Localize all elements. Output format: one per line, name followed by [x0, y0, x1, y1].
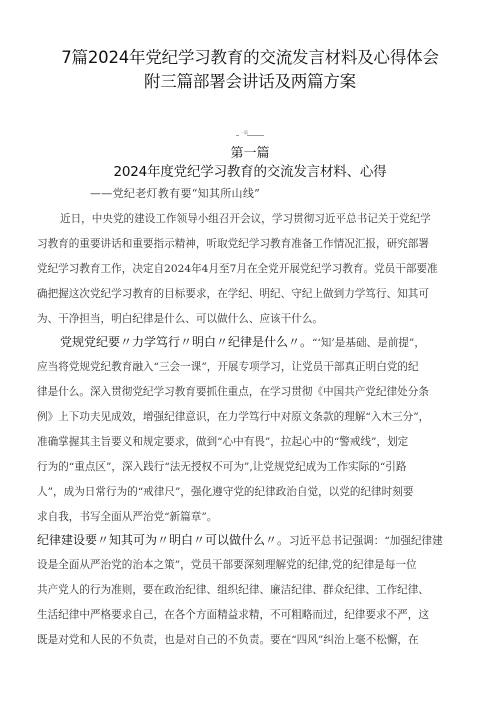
- paragraph-line: 求自我，书写全面从严治党“新篇章”。: [37, 511, 218, 523]
- document-title-line-2: 附三篇部署会讲话及两篇方案: [144, 72, 356, 91]
- paragraph-line: 设是全面从严治党的治本之策”，党员干部要深刻理解党的纪律,党的纪律是每一位: [37, 559, 417, 571]
- paragraph-line: 行为的“重点区”，深入践行“法无授权不可为”,让党规党纪成为工作实际的“引路: [37, 461, 407, 473]
- section-divider: [236, 132, 264, 138]
- paragraph-line: 准确掌握其主旨要义和规定要求，做到“心中有畏”，拉起心中的“警戒线”，划定: [37, 436, 409, 448]
- article-byline: ——党纪老灯教有要“知其所山线”: [90, 187, 261, 200]
- paragraph-line: 应当将党规党纪教育融入“三会一课”，开展专项学习，让党员干部真正明白党的纪: [37, 361, 419, 373]
- paragraph-text: “‘知’是基础、是前提”，: [312, 337, 425, 349]
- paragraph-line: 习教育的重要讲话和重要指示精神，听取党纪学习教育准备工作情况汇报，研究部署: [37, 238, 429, 250]
- paragraph-line: 律是什么。深入贯彻党纪学习教育要抓住重点，在学习贯彻《中国共产党纪律处分条: [37, 386, 429, 398]
- paragraph-line: [60, 334, 425, 351]
- part-label: 第一篇: [230, 146, 270, 161]
- article-subtitle: 2024年度党纪学习教育的交流发言材料、心得: [113, 164, 387, 180]
- paragraph-line: 生活纪律中严格要求自己，在各个方面精益求精，不可粗略而过，纪律要求不严，这: [37, 609, 429, 621]
- paragraph-line: [37, 532, 443, 549]
- document-title-line-1: 7篇2024年党纪学习教育的交流发言材料及心得体会: [61, 48, 439, 67]
- section-heading: 党规党纪要〃力学笃行〃明白〃纪律是什么〃。: [60, 335, 313, 349]
- paragraph-line: 人”，成为日常行为的“戒律尺”，强化遵守党的纪律政治自觉，以党的纪律时刻要: [37, 486, 414, 498]
- paragraph-line: 近日，中央党的建设工作领导小组召开会议，学习贯彻习近平总书记关于党纪学: [60, 213, 431, 225]
- paragraph-line: 确把握这次党纪学习教育的目标要求，在学纪、明纪、守纪上做到力学笃行、知其可: [37, 288, 429, 300]
- paragraph-line: 既是对党和人民的不负责，也是对自己的不负责。要在“四风”纠治上毫不松懈，在: [37, 634, 419, 646]
- paragraph-line: 党纪学习教育工作，决定自2024年4月至7月在全党开展党纪学习教育。党员干部要准: [37, 263, 438, 275]
- section-heading: 纪律建设要〃知其可为〃明白〃可以做什么〃。: [37, 533, 290, 547]
- paragraph-line: 例》上下功夫见成效，增强纪律意识，在力学笃行中对原文条款的理解“入木三分”，: [37, 411, 430, 423]
- paragraph-text: 习近平总书记强调：“加强纪律建: [289, 535, 443, 547]
- paragraph-line: 共产党人的行为准则，要在政治纪律、组织纪律、廉洁纪律、群众纪律、工作纪律、: [37, 584, 429, 596]
- paragraph-line: 为、干净担当，明白纪律是什么、可以做什么、应该干什么。: [37, 313, 324, 325]
- section-divider-text: 一篇: [240, 130, 248, 135]
